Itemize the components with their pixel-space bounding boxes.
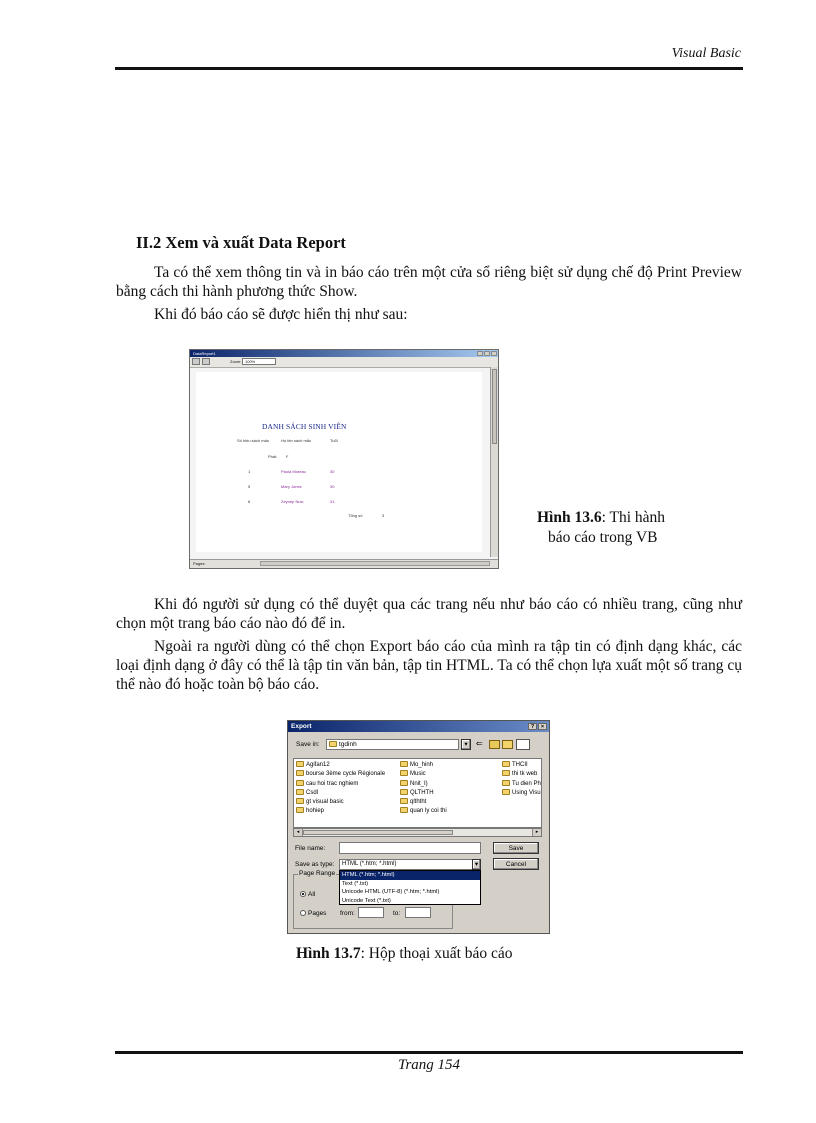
file-name-input (339, 842, 481, 854)
new-folder-icon (502, 740, 513, 749)
folder-icon (296, 780, 304, 786)
folder-icon (400, 761, 408, 767)
cancel-button: Cancel (493, 858, 539, 870)
folder-list (293, 758, 542, 828)
folder-icon (329, 741, 337, 747)
export-dialog-figure (287, 720, 550, 934)
folder-icon (296, 789, 304, 795)
list-item: Agifan12 (296, 761, 385, 770)
report-cell: Paula Moreau (281, 469, 306, 474)
list-item: Music (400, 770, 447, 779)
chevron-down-icon: ▾ (461, 739, 471, 750)
report-toolbar (190, 357, 498, 368)
caption-text: : Hộp thoại xuất báo cáo (360, 945, 513, 962)
pages-label: Pages: (193, 561, 206, 566)
save-in-label: Save in: (296, 741, 320, 748)
folder-icon (502, 789, 510, 795)
paragraph-2: Khi đó báo cáo sẽ được hiển thị như sau: (154, 306, 408, 323)
figure-13-7-caption (296, 944, 513, 964)
footer-rule (115, 1051, 743, 1054)
folder-list-scrollbar (293, 828, 542, 837)
report-cell: Mary Jones (281, 484, 302, 489)
folder-icon (296, 770, 304, 776)
header-rule (115, 67, 743, 70)
pages-radio: Pages (300, 910, 326, 917)
report-cell: 5 (248, 484, 251, 489)
report-cell: 30 (330, 484, 335, 489)
save-in-select: tgdinh (326, 739, 459, 750)
dropdown-option: Text (*.txt) (342, 880, 369, 887)
list-item: cau hoi trac nghiem (296, 780, 385, 789)
report-window-titlebar (190, 350, 498, 357)
section-heading: II.2 Xem và xuất Data Report (136, 233, 346, 252)
report-col-header: Họ tên sách mẫu (281, 438, 312, 443)
to-input (405, 907, 431, 918)
report-title: DANH SÁCH SINH VIÊN (262, 422, 347, 431)
caption-label: Hình 13.7 (296, 945, 361, 962)
report-page (196, 372, 482, 552)
report-window-title: DataReport1 (193, 351, 216, 356)
caption-label: Hình 13.6 (537, 509, 602, 526)
print-icon (192, 358, 200, 365)
dropdown-option: Unicode HTML (UTF-8) (*.htm; *.html) (342, 889, 440, 895)
zoom-select: 100% (242, 358, 276, 365)
report-horizontal-scrollbar (260, 561, 490, 566)
list-item: hohiep (296, 807, 385, 816)
list-item: Nnit_I) (400, 780, 447, 789)
running-header: Visual Basic (671, 46, 741, 61)
list-item: thi tk web (502, 770, 541, 779)
chevron-down-icon: ▾ (472, 859, 481, 870)
radio-selected-icon (300, 891, 306, 897)
list-item: bourse 3ème cycle Régionale (296, 770, 385, 779)
data-report-window-figure (189, 349, 499, 569)
folder-icon (502, 780, 510, 786)
to-label: to: (393, 910, 401, 917)
list-item: quan ly coi thi (400, 807, 447, 816)
back-icon: ⇐ (476, 739, 483, 748)
figure-13-6-caption-line2: báo cáo trong VB (548, 529, 658, 546)
report-group-label: Phái: (268, 454, 278, 459)
paragraph-3: Khi đó người sử dụng có thể duyệt qua các trang nếu như báo cáo có nhiều trang, cũng như chọn một trang báo cáo nào đó để in. (116, 596, 742, 632)
list-item: gt visual basic (296, 798, 385, 807)
export-dialog-title: Export (291, 723, 312, 730)
figure-13-6-caption (537, 508, 665, 528)
zoom-label: Zoom: (230, 359, 242, 364)
all-radio: All (300, 891, 315, 898)
list-item: QLTHTH (400, 789, 447, 798)
save-as-type-dropdown-list (339, 870, 481, 905)
folder-icon (296, 761, 304, 767)
report-total-label: Tổng số (348, 513, 363, 518)
up-folder-icon (489, 740, 500, 749)
from-input (358, 907, 384, 918)
minimize-icon (477, 351, 483, 356)
list-item: Tu dien Ph (502, 780, 541, 789)
help-icon: ? (528, 723, 537, 730)
paragraph-1: Ta có thể xem thông tin và in báo cáo trên một cửa sổ riêng biệt sử dụng chế độ Print Preview bằng cách thi hành phương thức Show. (116, 264, 742, 300)
folder-icon (502, 770, 510, 776)
report-statusbar (190, 559, 498, 568)
maximize-icon (484, 351, 490, 356)
report-cell: 6 (248, 499, 251, 504)
folder-icon (400, 770, 408, 776)
folder-icon (296, 807, 304, 813)
report-cell: 1 (248, 469, 251, 474)
dropdown-option: Unicode Text (*.txt) (342, 897, 391, 904)
report-group-value: F (286, 454, 289, 459)
view-menu-icon (516, 739, 530, 750)
list-item: THCII (502, 761, 541, 770)
save-as-type-select: HTML (*.htm; *.html) (339, 859, 473, 870)
folder-icon (400, 807, 408, 813)
list-item: Csdl (296, 789, 385, 798)
export-dialog-titlebar (288, 721, 549, 732)
dropdown-option: HTML (*.htm; *.html) (340, 871, 480, 880)
close-icon: × (538, 723, 547, 730)
report-total-value: 3 (382, 513, 385, 518)
folder-icon (400, 798, 408, 804)
page-range-label: Page Range (299, 870, 336, 877)
folder-icon (296, 798, 304, 804)
close-icon (491, 351, 497, 356)
report-vertical-scrollbar (490, 367, 498, 557)
list-item: Mo_hinh (400, 761, 447, 770)
caption-text: : Thi hành (601, 509, 666, 526)
report-cell: 31 (330, 499, 335, 504)
from-label: from: (340, 910, 355, 917)
report-col-header: Số hiệu sách mấu (237, 438, 270, 443)
report-cell: 30 (330, 469, 335, 474)
list-item: qlththt (400, 798, 447, 807)
save-as-type-label: Save as type: (295, 861, 335, 868)
report-col-header: Tuổi (330, 438, 338, 443)
file-name-label: File name: (295, 845, 326, 852)
folder-icon (400, 780, 408, 786)
export-icon (202, 358, 210, 365)
folder-icon (400, 789, 408, 795)
list-item: Using Visu (502, 789, 541, 798)
folder-icon (502, 761, 510, 767)
scroll-left-icon: ◂ (294, 829, 303, 836)
save-button: Save (493, 842, 539, 854)
report-cell: Zeynep Nuic (281, 499, 304, 504)
paragraph-4: Ngoài ra người dùng có thể chọn Export báo cáo của mình ra tập tin có định dạng khác, các loại định dạng ở đây có thể là tập tin văn bản, tập tin HTML. Ta có thể chọn lựa xuất một số trang cụ thể nào đó hoặc toàn bộ báo cáo. (116, 638, 742, 693)
page-number: Trang 154 (397, 1057, 461, 1073)
radio-icon (300, 910, 306, 916)
scroll-right-icon: ▸ (532, 829, 541, 836)
